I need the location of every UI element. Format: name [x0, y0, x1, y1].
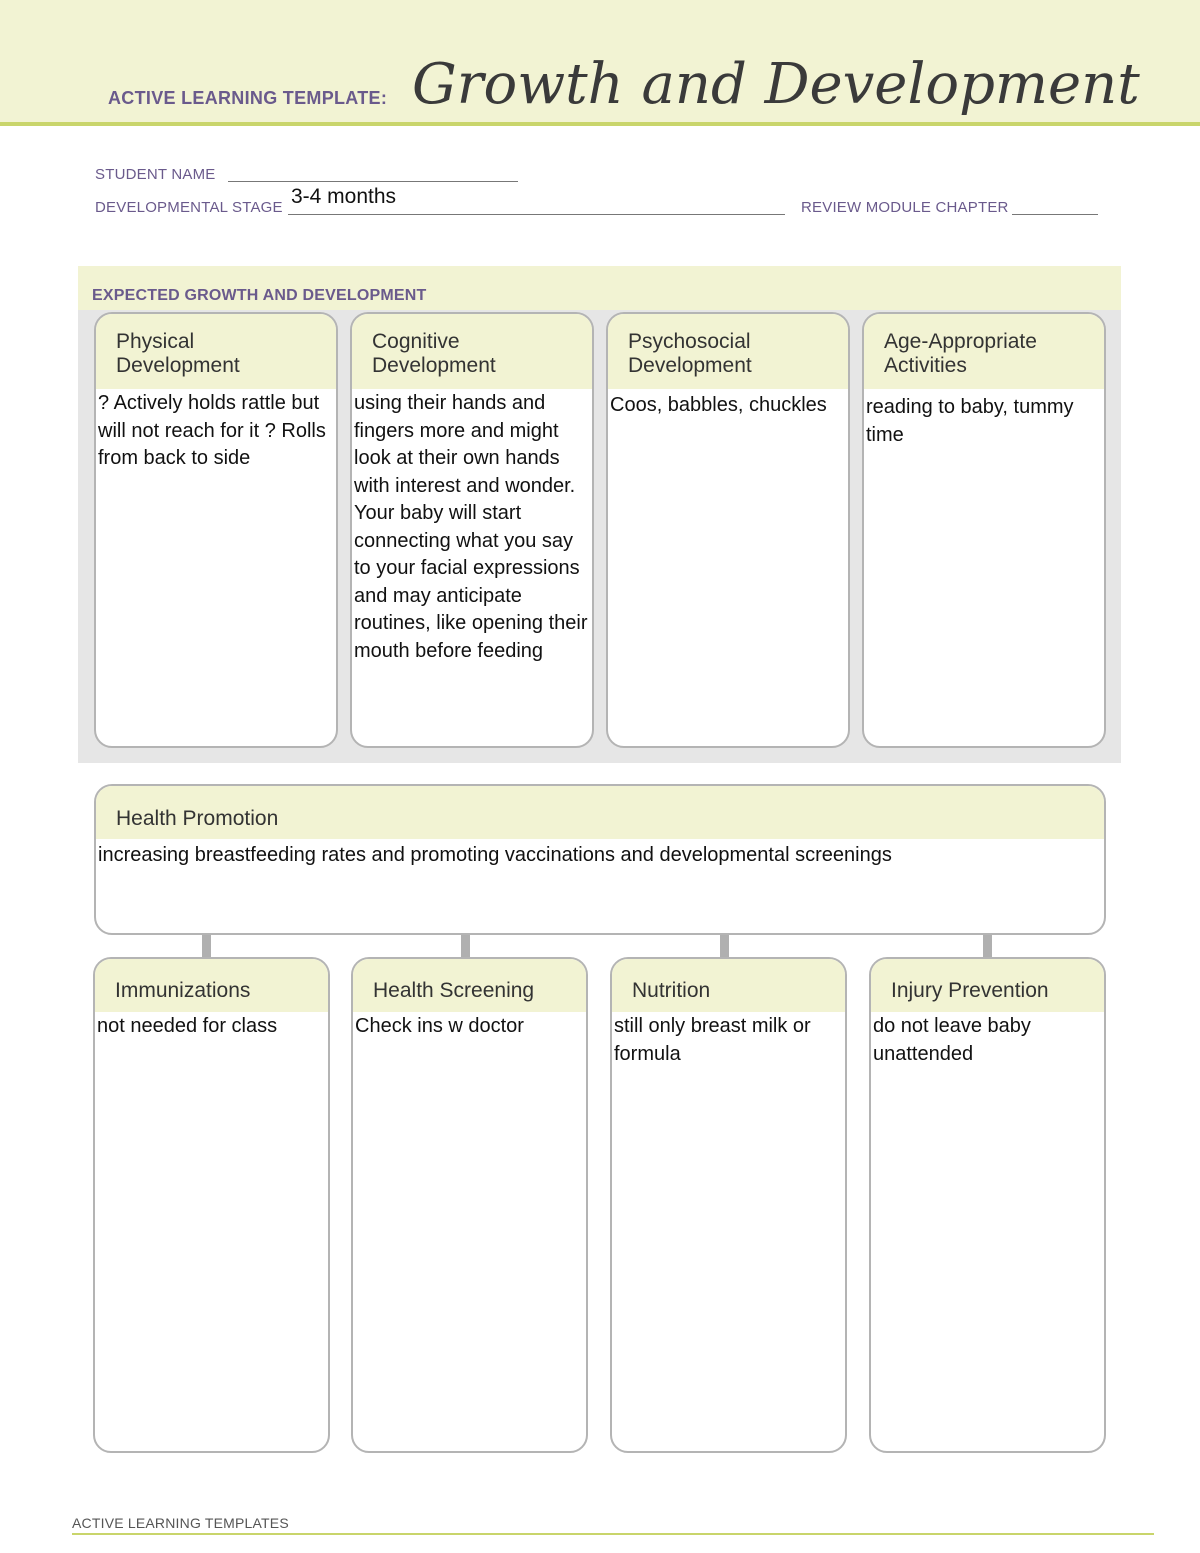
developmental-stage-value: 3-4 months [291, 185, 397, 208]
review-module-label: REVIEW MODULE CHAPTER [801, 199, 1009, 216]
student-name-field[interactable] [228, 181, 518, 182]
connector [720, 935, 729, 957]
card-title: Health Screening [373, 979, 535, 1002]
card-title: Immunizations [115, 979, 251, 1002]
card-body: using their hands and fingers more and might look at their own hands with interest and wonder. Your baby will start connecting what you say to your facial expressions and may anticipate routines, like opening their mouth before feeding [354, 392, 588, 662]
card-body: do not leave baby unattended [873, 1015, 1031, 1065]
card-body: ? Actively holds rattle but will not reach for it ? Rolls from back to side [98, 392, 326, 469]
review-module-field[interactable] [1012, 214, 1098, 215]
connector [461, 935, 470, 957]
expected-section-title: EXPECTED GROWTH AND DEVELOPMENT [92, 287, 427, 304]
card-title: Nutrition [632, 979, 711, 1002]
physical-development-card [94, 312, 338, 748]
immunizations-card [93, 957, 330, 1453]
card-body: still only breast milk or formula [614, 1015, 811, 1065]
age-appropriate-activities-card [862, 312, 1106, 748]
card-body: not needed for class [97, 1015, 278, 1037]
cognitive-development-card [350, 312, 594, 748]
developmental-stage-label: DEVELOPMENTAL STAGE [95, 199, 283, 216]
connector [202, 935, 211, 957]
card-title: Physical Development [116, 330, 240, 377]
header-rule [0, 122, 1200, 126]
card-title: Injury Prevention [891, 979, 1049, 1002]
developmental-stage-field[interactable] [288, 214, 785, 215]
card-body: Check ins w doctor [355, 1015, 524, 1037]
card-body: increasing breastfeeding rates and promoting vaccinations and developmental screenings [98, 844, 892, 866]
health-promotion-card [94, 784, 1106, 935]
card-title: Age-Appropriate Activities [884, 330, 1037, 377]
nutrition-card [610, 957, 847, 1453]
card-title: Psychosocial Development [628, 330, 752, 377]
health-screening-card [351, 957, 588, 1453]
student-name-label: STUDENT NAME [95, 166, 216, 183]
connector [983, 935, 992, 957]
footer-label: ACTIVE LEARNING TEMPLATES [72, 1515, 289, 1531]
psychosocial-development-card [606, 312, 850, 748]
card-body: Coos, babbles, chuckles [610, 394, 827, 416]
page-title: Growth and Development [412, 52, 1140, 117]
card-body: reading to baby, tummy time [866, 396, 1074, 446]
card-title: Health Promotion [116, 807, 279, 830]
template-label: ACTIVE LEARNING TEMPLATE: [108, 88, 388, 108]
card-title: Cognitive Development [372, 330, 496, 377]
injury-prevention-card [869, 957, 1106, 1453]
footer-rule [72, 1533, 1154, 1535]
